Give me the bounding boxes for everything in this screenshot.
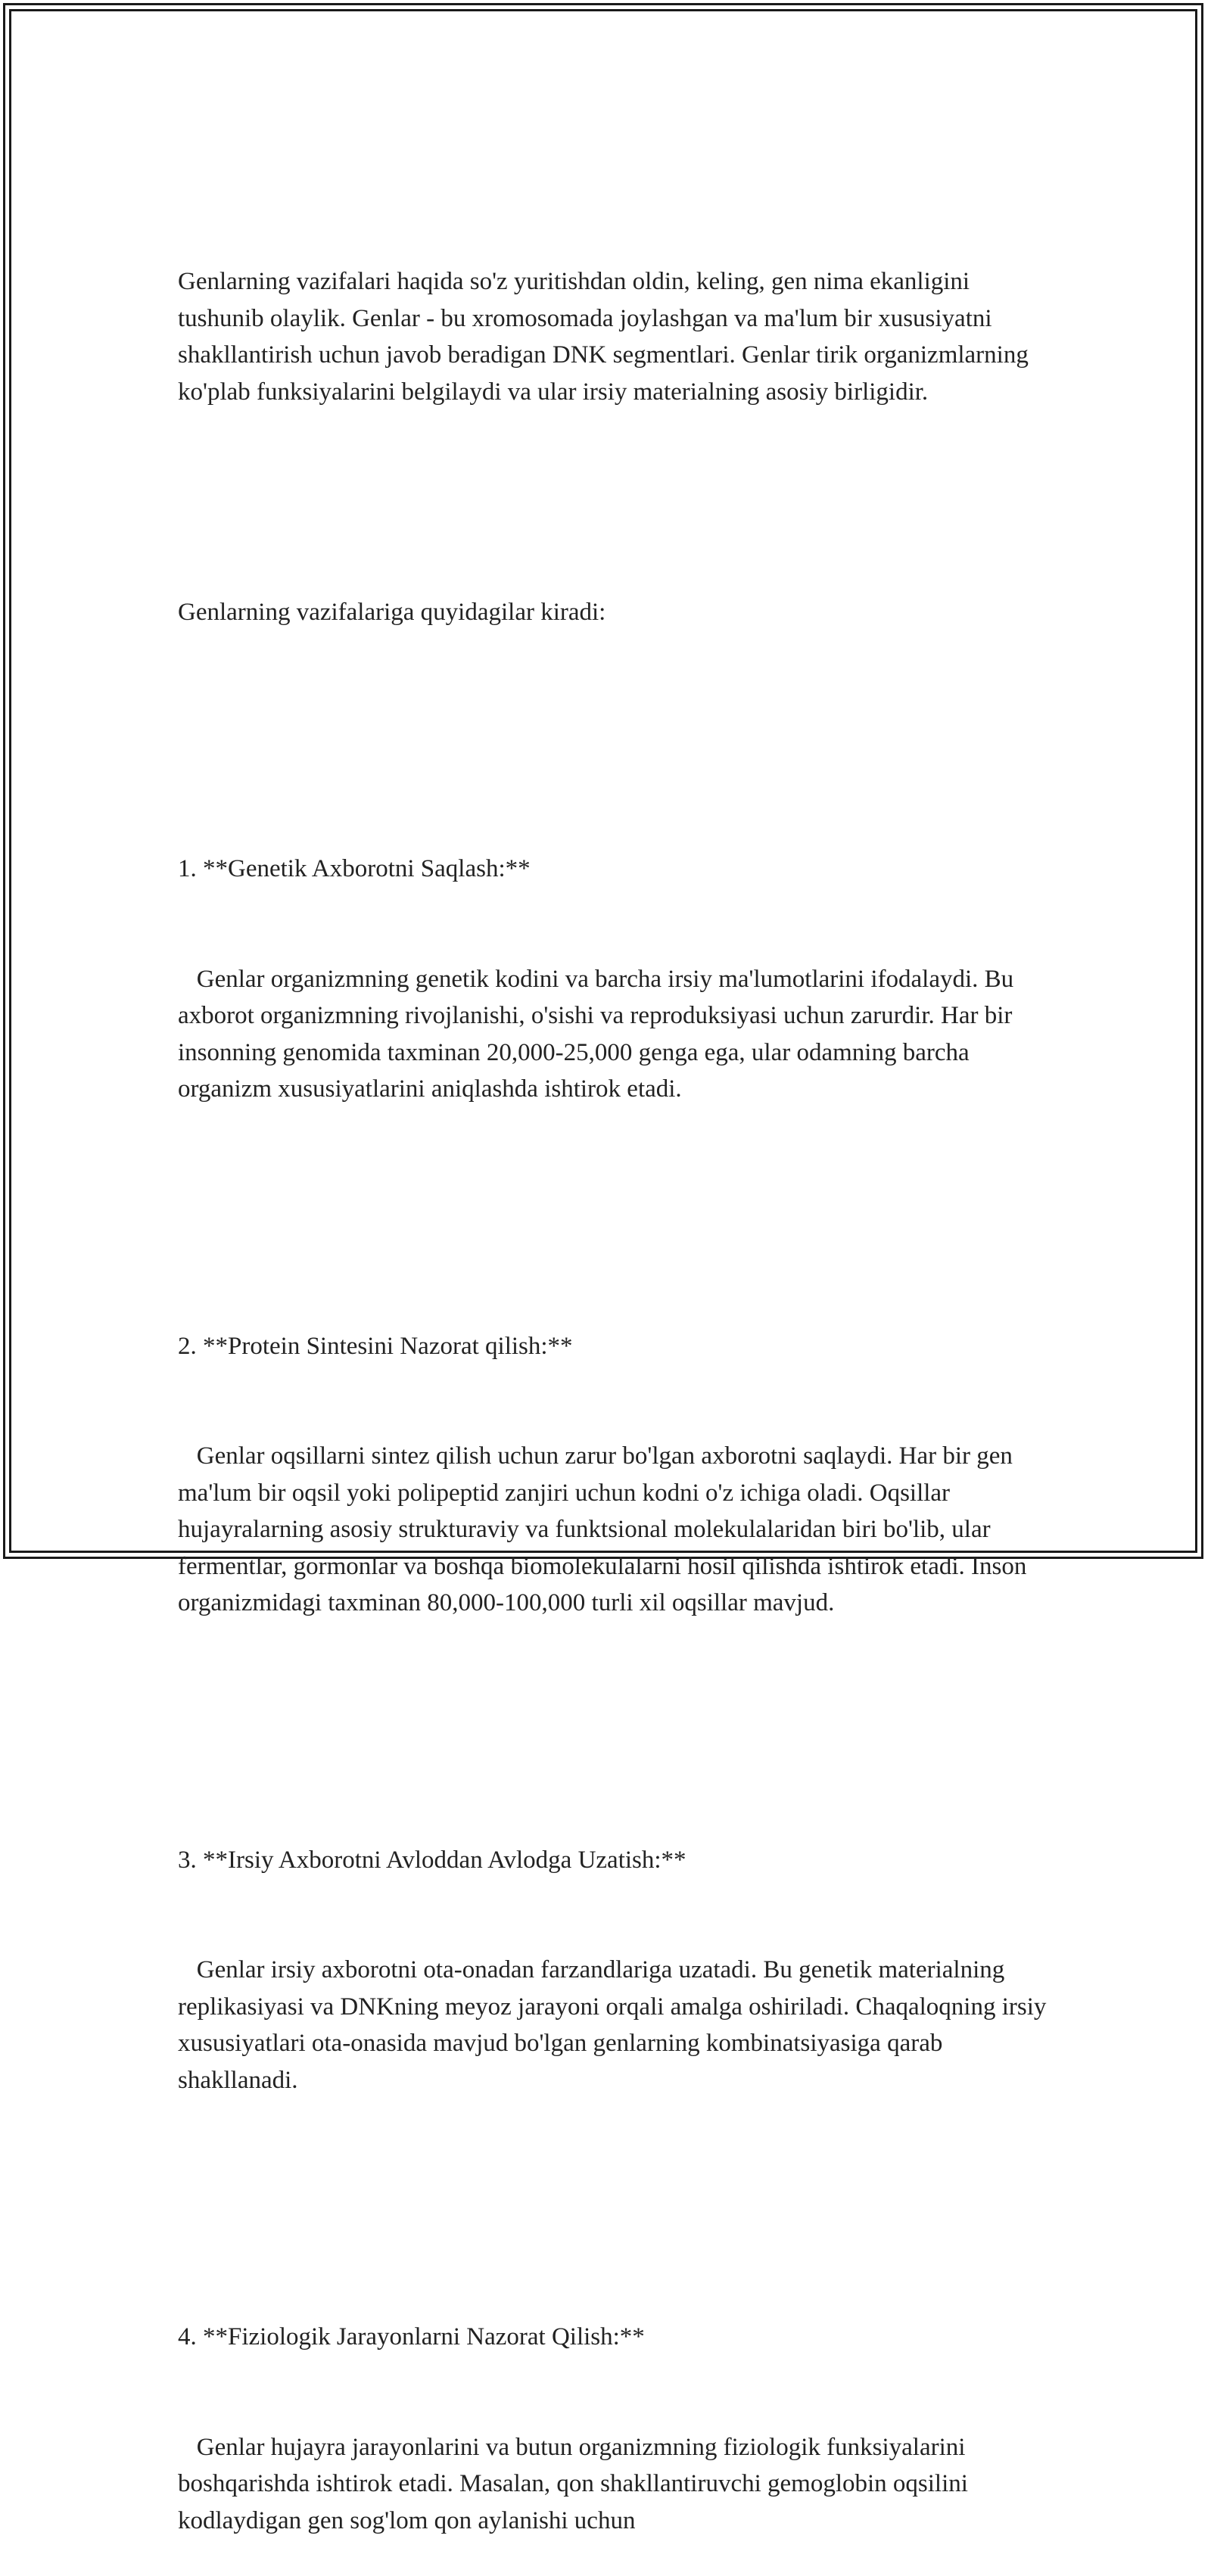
intro-paragraph: Genlarning vazifalari haqida so'z yuritishdan oldin, keling, gen nima ekanligini tushunib olaylik. Genlar - bu xromosomada joylashgan va ma'lum bir xususiyatni shakllantirish uchun javob beradigan DNK segmentlari. Genlar tirik organizmlarning ko'plab funksiyalarini belgilaydi va ular irsiy materialning asosiy birligidir.	[178, 268, 1035, 406]
list-intro: Genlarning vazifalariga quyidagilar kiradi:	[178, 598, 606, 626]
item-body-1: Genlar organizmning genetik kodini va barcha irsiy ma'lumotlarini ifodalaydi. Bu axborot organizmning rivojlanishi, o'sishi va reproduksiyasi uchun zarurdir. Har bir insonning genomida taxminan 20,000-25,000 genga ega, ular odamning barcha organizm xususiyatlarini aniqlashda ishtirok etadi.	[178, 965, 1020, 1103]
document-body	[178, 190, 1053, 2576]
item-heading-4: 4. **Fiziologik Jarayonlarni Nazorat Qilish:**	[178, 2323, 645, 2350]
item-heading-2: 2. **Protein Sintesini Nazorat qilish:**	[178, 1332, 573, 1360]
item-heading-1: 1. **Genetik Axborotni Saqlash:**	[178, 855, 531, 882]
paragraph-gap	[178, 1695, 1048, 1732]
item-body-4: Genlar hujayra jarayonlarini va butun organizmning fiziologik funksiyalarini boshqarishda ishtirok etadi. Masalan, qon shakllantiruvchi gemoglobin oqsilini kodlaydigan gen sog'lom qon aylanishi uchun	[178, 2433, 975, 2534]
paragraph-gap	[178, 704, 1048, 741]
paragraph-gap	[178, 484, 1048, 521]
paragraph-gap	[178, 2172, 1048, 2209]
item-body-2: Genlar oqsillarni sintez qilish uchun zarur bo'lgan axborotni saqlaydi. Har bir gen ma'lum bir oqsil yoki polipeptid zanjiri uchun kodni o'z ichiga oladi. Oqsillar hujayralarning asosiy strukturaviy va funktsional molekulalaridan biri bo'lib, ular fermentlar, gormonlar va boshqa biomolekulalarni hosil qilishda ishtirok etadi. Inson organizmidagi taxminan 80,000-100,000 turli xil oqsillar mavjud.	[178, 1442, 1033, 1616]
item-body-3: Genlar irsiy axborotni ota-onadan farzandlariga uzatadi. Bu genetik materialning replikasiyasi va DNKning meyoz jarayoni orqali amalga oshiriladi. Chaqaloqning irsiy xususiyatlari ota-onasida mavjud bo'lgan genlarning kombinatsiyasiga qarab shakllanadi.	[178, 1956, 1053, 2094]
paragraph-gap	[178, 1181, 1048, 1218]
item-heading-3: 3. **Irsiy Axborotni Avloddan Avlodga Uzatish:**	[178, 1846, 686, 1874]
